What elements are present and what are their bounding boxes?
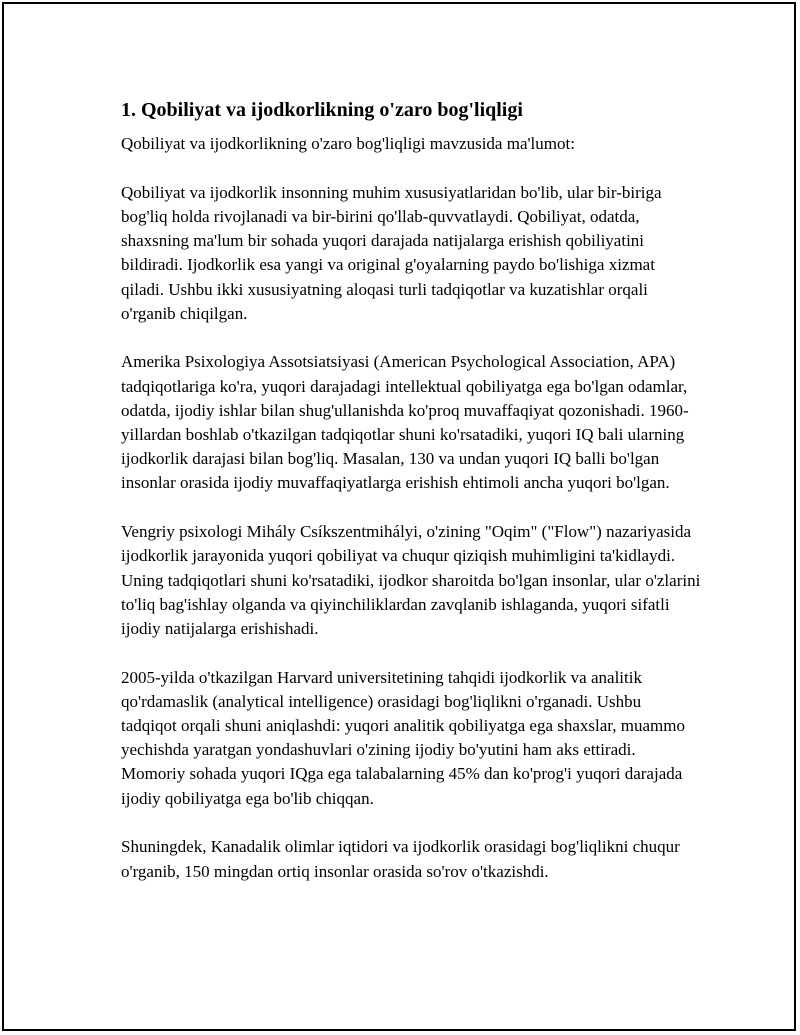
document-title: 1. Qobiliyat va ijodkorlikning o'zaro bog'liqligi [121, 99, 523, 121]
paragraph: Vengriy psixologi Mihály Csíkszentmihályi, o'zining "Oqim" ("Flow") nazariyasida ijodkorlik jarayonida yuqori qobiliyat va chuqur qiziqish muhimligini ta'kidlaydi. Uning tadqiqotlari shuni ko'rsatadiki, ijodkor sharoitda bo'lgan insonlar, ular o'zlarini to'liq bag'ishlay olganda va qiyinchiliklardan zavqlanib ishlaganda, yuqori sifatli ijodiy natijalarga erishishadi. [121, 522, 701, 638]
paragraph: Shuningdek, Kanadalik olimlar iqtidori va ijodkorlik orasidagi bog'liqlikni chuqur o'rganib, 150 mingdan ortiq insonlar orasida so'rov o'tkazishdi. [121, 837, 680, 881]
document-body [121, 96, 701, 908]
paragraph: 2005-yilda o'tkazilgan Harvard universitetining tahqidi ijodkorlik va analitik qo'rdamaslik (analytical intelligence) orasidagi bog'liqlikni o'rganadi. Ushbu tadqiqot orqali shuni aniqlashdi: yuqori analitik qobiliyatga ega shaxslar, muammo yechishda yaratgan yondashuvlari o'zining ijodiy bo'yutini ham aks ettiradi. Momoriy sohada yuqori IQga ega talabalarning 45% dan ko'prog'i yuqori darajada ijodiy qobiliyatga ega bo'lib chiqqan. [121, 667, 685, 808]
paragraph: Amerika Psixologiya Assotsiatsiyasi (American Psychological Association, APA) tadqiqotlariga ko'ra, yuqori darajadagi intellektual qobiliyatga ega bo'lgan odamlar, odatda, ijodiy ishlar bilan shug'ullanishda ko'proq muvaffaqiyat qozonishadi. 1960-yillardan boshlab o'tkazilgan tadqiqotlar shuni ko'rsatadiki, yuqori IQ bali ularning ijodkorlik darajasi bilan bog'liq. Masalan, 130 va undan yuqori IQ balli bo'lgan insonlar orasida ijodiy muvaffaqiyatlarga erishish ehtimoli ancha yuqori bo'lgan. [121, 352, 689, 493]
paragraph: Qobiliyat va ijodkorlik insonning muhim xususiyatlaridan bo'lib, ular bir-biriga bog'liq holda rivojlanadi va bir-birini qo'llab-quvvatlaydi. Qobiliyat, odatda, shaxsning ma'lum bir sohada yuqori darajada natijalarga erishish qobiliyatini bildiradi. Ijodkorlik esa yangi va original g'oyalarning paydo bo'lishiga xizmat qiladi. Ushbu ikki xususiyatning aloqasi turli tadqiqotlar va kuzatishlar orqali o'rganib chiqilgan. [121, 182, 662, 323]
page-frame [2, 2, 796, 1031]
paragraph-intro: Qobiliyat va ijodkorlikning o'zaro bog'liqligi mavzusida ma'lumot: [121, 134, 575, 153]
